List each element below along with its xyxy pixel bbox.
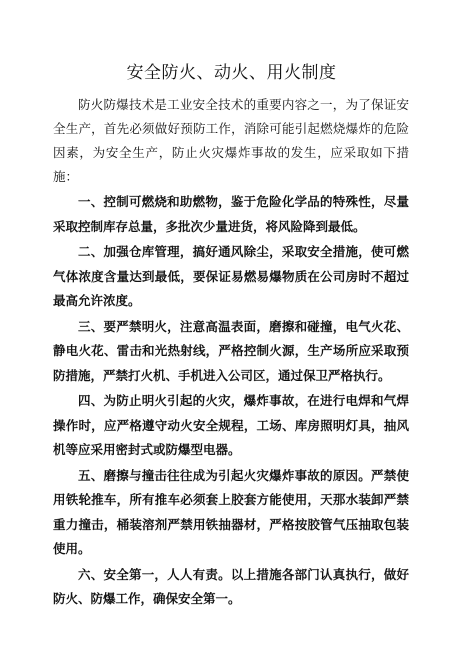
measure-paragraph-1: 一、控制可燃烧和助燃物，鉴于危险化学品的特殊性，尽量采取控制库存总量，多批次少量进货，将风险降到最低。 <box>53 194 409 234</box>
measure-paragraph-2: 二、加强仓库管理，搞好通风除尘，采取安全措施，使可燃气体浓度含量达到最低，要保证易燃易爆物质在公司房时不超过最高允许浓度。 <box>53 244 409 308</box>
document-title: 安全防火、动火、用火制度 <box>126 63 337 83</box>
intro-paragraph: 防火防爆技术是工业安全技术的重要内容之一，为了保证安全生产，首先必须做好预防工作，消除可能引起燃烧爆炸的危险因素，为安全生产，防止火灾爆炸事故的发生，应采取如下措施： <box>53 97 409 184</box>
measure-paragraph-4: 四、为防止明火引起的火灾，爆炸事故，在进行电焊和气焊操作时，应严格遵守动火安全规程，工场、库房照明灯具，抽风机等应采用密封式或防爆型电器。 <box>53 393 409 457</box>
measure-paragraph-3: 三、要严禁明火，注意高温表面，磨擦和碰撞，电气火花、静电火花、雷击和光热射线，严格控制火源，生产场所应采取预防措施，严禁打火机、手机进入公司区，通过保卫严格执行。 <box>53 318 409 383</box>
measure-paragraph-5: 五、磨擦与撞击往往成为引起火灾爆炸事故的原因。严禁使用铁轮推车，所有推车必须套上胶套方能使用，天那水装卸严禁重力撞击，桶装溶剂严禁用铁抽器材，严格按胶管气压抽取包装使用。 <box>53 467 409 556</box>
document-body <box>53 93 409 612</box>
measure-paragraph-6: 六、安全第一，人人有责。以上措施各部门认真执行，做好防火、防爆工作，确保安全第一。 <box>53 566 409 606</box>
